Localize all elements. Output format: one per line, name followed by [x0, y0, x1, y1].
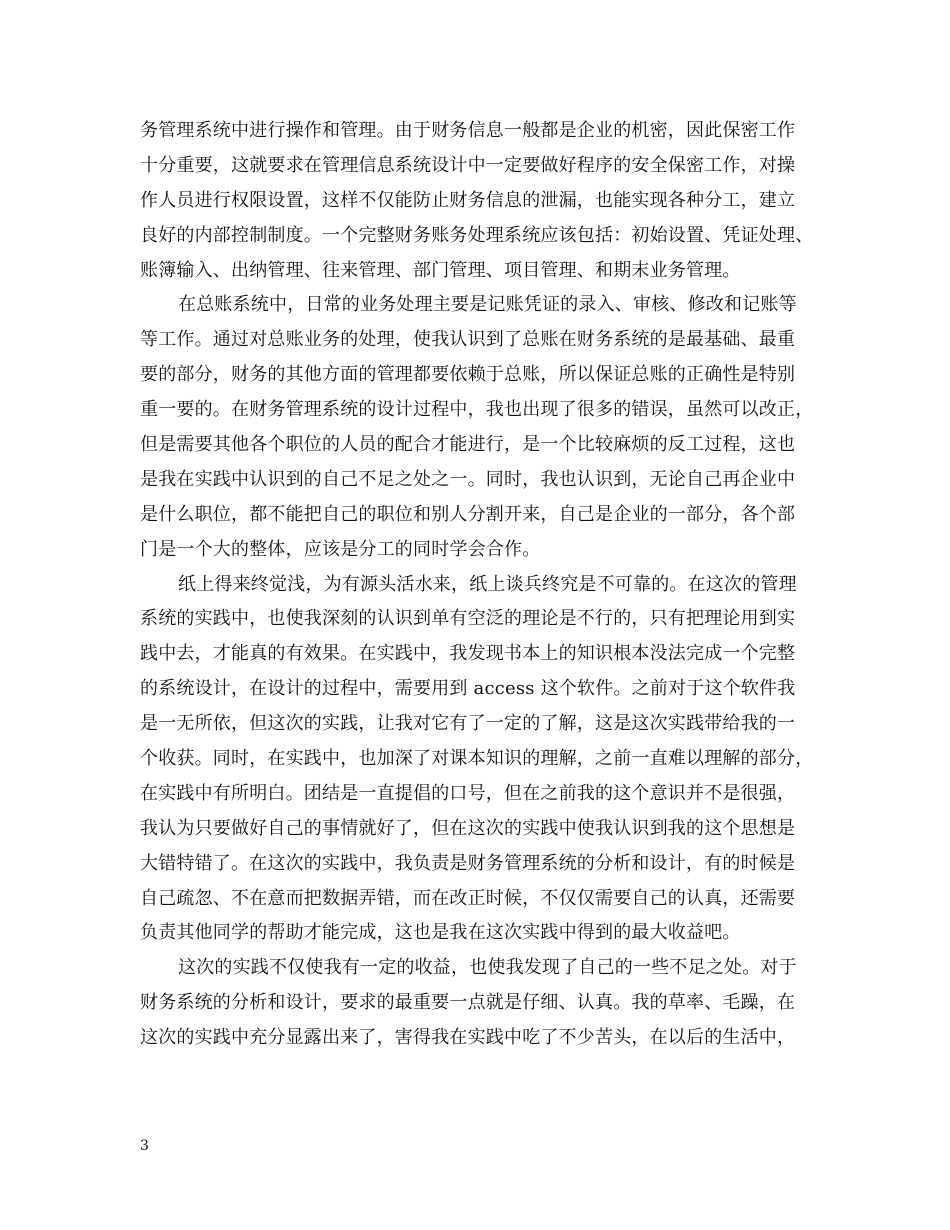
text-line: 账簿输入、出纳管理、往来管理、部门管理、项目管理、和期末业务管理。	[140, 259, 741, 281]
text-line: 是我在实践中认识到的自己不足之处之一。同时，我也认识到，无论自己再企业中	[140, 468, 796, 490]
text-line: 重一要的。在财务管理系统的设计过程中，我也出现了很多的错误，虽然可以改正，	[140, 399, 814, 421]
text-line: 务管理系统中进行操作和管理。由于财务信息一般都是企业的机密，因此保密工作	[140, 120, 796, 141]
text-line: 的系统设计，在设计的过程中，需要用到 access 这个软件。之前对于这个软件我	[140, 678, 796, 700]
text-line: 大错特错了。在这次的实践中，我负责是财务管理系统的分析和设计，有的时候是	[140, 852, 796, 874]
text-line: 要的部分，财务的其他方面的管理都要依赖于总账，所以保证总账的正确性是特别	[140, 364, 796, 386]
text-line: 我认为只要做好自己的事情就好了，但在这次的实践中使我认识到我的这个思想是	[140, 817, 796, 839]
body-text	[140, 114, 812, 1056]
text-line: 财务系统的分析和设计，要求的最重要一点就是仔细、认真。我的草率、毛躁，在	[140, 992, 796, 1014]
text-line: 等工作。通过对总账业务的处理，使我认识到了总账在财务系统的是最基础、最重	[140, 329, 796, 351]
text-line: 作人员进行权限设置，这样不仅能防止财务信息的泄漏，也能实现各种分工，建立	[140, 189, 796, 211]
paragraph-start-line: 在总账系统中，日常的业务处理主要是记账凭证的录入、审核、修改和记账等	[178, 294, 797, 316]
text-line: 负责其他同学的帮助才能完成，这也是我在这次实践中得到的最大收益吧。	[140, 922, 741, 944]
paragraph-start-line: 这次的实践不仅使我有一定的收益，也使我发现了自己的一些不足之处。对于	[178, 957, 797, 979]
text-line: 但是需要其他各个职位的人员的配合才能进行，是一个比较麻烦的反工过程，这也	[140, 434, 796, 456]
text-line: 门是一个大的整体，应该是分工的同时学会合作。	[140, 538, 541, 560]
text-line: 践中去，才能真的有效果。在实践中，我发现书本上的知识根本没法完成一个完整	[140, 643, 796, 665]
text-line: 十分重要，这就要求在管理信息系统设计中一定要做好程序的安全保密工作，对操	[140, 154, 796, 176]
text-line: 这次的实践中充分显露出来了，害得我在实践中吃了不少苦头，在以后的生活中，	[140, 1027, 796, 1049]
text-line: 个收获。同时，在实践中，也加深了对课本知识的理解，之前一直难以理解的部分，	[140, 748, 814, 770]
text-line: 自己疏忽、不在意而把数据弄错，而在改正时候，不仅仅需要自己的认真，还需要	[140, 887, 796, 909]
page-number: 3	[140, 1138, 149, 1154]
text-line: 是一无所依，但这次的实践，让我对它有了一定的了解，这是这次实践带给我的一	[140, 713, 796, 735]
text-line: 系统的实践中，也使我深刻的认识到单有空泛的理论是不行的，只有把理论用到实	[140, 608, 796, 630]
text-line: 在实践中有所明白。团结是一直提倡的口号，但在之前我的这个意识并不是很强，	[140, 782, 796, 804]
text-line: 是什么职位，都不能把自己的职位和别人分割开来，自己是企业的一部分，各个部	[140, 503, 796, 525]
text-line: 良好的内部控制制度。一个完整财务账务处理系统应该包括：初始设置、凭证处理、	[140, 224, 814, 246]
paragraph-start-line: 纸上得来终觉浅，为有源头活水来，纸上谈兵终究是不可靠的。在这次的管理	[178, 573, 797, 595]
